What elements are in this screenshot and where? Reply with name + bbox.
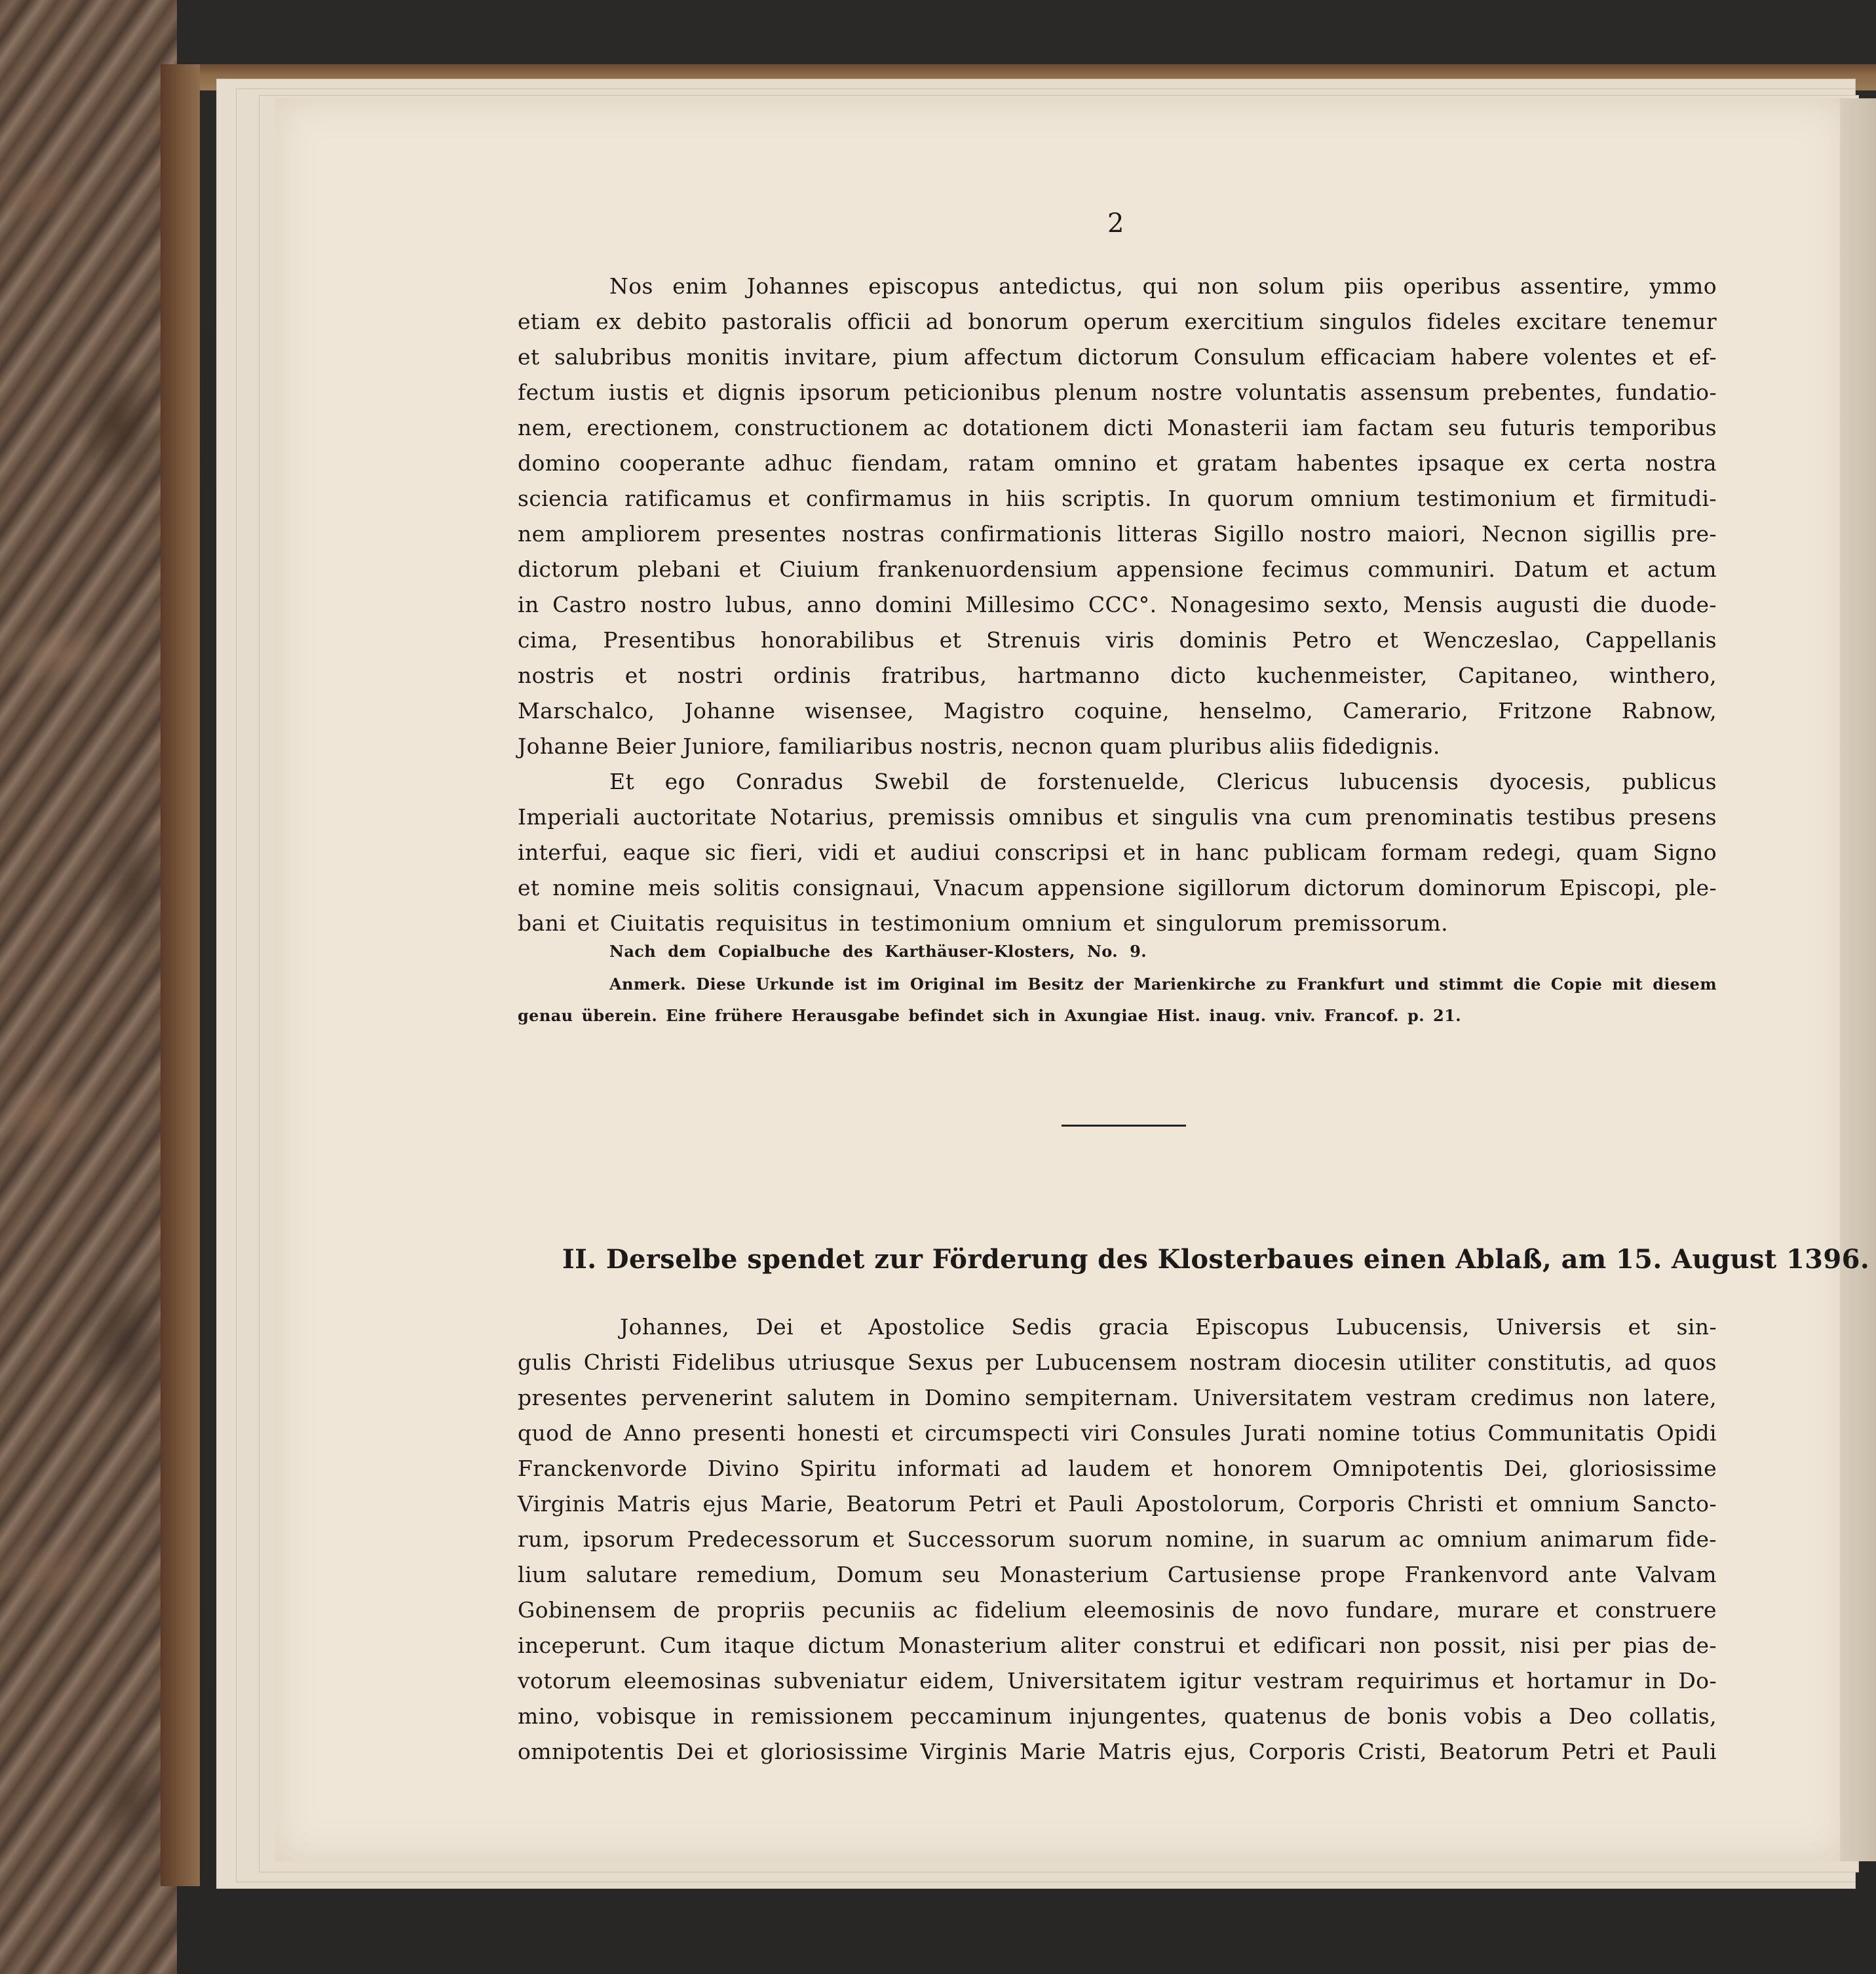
text-line: Franckenvorde Divino Spiritu informati ad laudem et honorem Omnipotentis Dei, gloriosissime bbox=[518, 1456, 1717, 1481]
section-divider bbox=[1062, 1125, 1186, 1127]
notary-line: Et ego Conradus Swebil de forstenuelde, Clericus lubucensis dyocesis, publicus bbox=[609, 769, 1717, 794]
page-right-edge bbox=[1840, 98, 1876, 1861]
text-line: etiam ex debito pastoralis officii ad bonorum operum exercitium singulos fideles excitare tenemur bbox=[518, 309, 1717, 334]
text-line: Virginis Matris ejus Marie, Beatorum Petri et Pauli Apostolorum, Corporis Christi et omnium Sancto- bbox=[518, 1491, 1717, 1517]
text-line: sciencia ratificamus et confirmamus in hiis scriptis. In quorum omnium testimonium et firmitudi- bbox=[518, 486, 1717, 511]
remark-line: Anmerk. Diese Urkunde ist im Original im Besitz der Marienkirche zu Frankfurt und stimmt die Copie mit diesem bbox=[609, 975, 1717, 994]
text-line: omnipotentis Dei et gloriosissime Virginis Marie Matris ejus, Corporis Cristi, Beatorum Petri et Pauli bbox=[518, 1739, 1717, 1764]
book-board-left bbox=[161, 64, 200, 1886]
text-line: quod de Anno presenti honesti et circumspecti viri Consules Jurati nomine totius Communitatis Opidi bbox=[518, 1420, 1717, 1446]
notary-line: interfui, eaque sic fieri, vidi et audiui conscripsi et in hanc publicam formam redegi, quam Signo bbox=[518, 840, 1717, 865]
text-line: rum, ipsorum Predecessorum et Successorum suorum nomine, in suarum ac omnium animarum fide- bbox=[518, 1526, 1717, 1552]
text-line: et salubribus monitis invitare, pium affectum dictorum Consulum efficaciam habere volentes et ef- bbox=[518, 344, 1717, 370]
section-heading: II. Derselbe spendet zur Förderung des Klosterbaues einen Ablaß, am 15. August 1396. bbox=[562, 1244, 1870, 1275]
text-line: nem, erectionem, constructionem ac dotationem dicti Monasterii iam factam seu futuris temporibus bbox=[518, 415, 1717, 440]
source-note: Nach dem Copialbuche des Karthäuser-Klosters, No. 9. bbox=[609, 942, 1147, 961]
text-line: Johanne Beier Juniore, familiaribus nostris, necnon quam pluribus aliis fidedignis. bbox=[518, 733, 1440, 759]
text-line: mino, vobisque in remissionem peccaminum injungentes, quatenus de bonis vobis a Deo collatis, bbox=[518, 1703, 1717, 1729]
text-line: nem ampliorem presentes nostras confirmationis litteras Sigillo nostro maiori, Necnon sigillis pre- bbox=[518, 521, 1717, 547]
text-line: votorum eleemosinas subveniatur eidem, Universitatem igitur vestram requirimus et hortamur in Do- bbox=[518, 1668, 1717, 1693]
text-line: gulis Christi Fidelibus utriusque Sexus per Lubucensem nostram diocesin utiliter constitutis, ad quos bbox=[518, 1349, 1717, 1375]
text-line: lium salutare remedium, Domum seu Monasterium Cartusiense prope Frankenvord ante Valvam bbox=[518, 1562, 1717, 1587]
notary-line: bani et Ciuitatis requisitus in testimonium omnium et singulorum premissorum. bbox=[518, 910, 1448, 936]
notary-line: et nomine meis solitis consignaui, Vnacum appensione sigillorum dictorum dominorum Episcopi, ple- bbox=[518, 875, 1717, 900]
text-line: domino cooperante adhuc fiendam, ratam omnino et gratam habentes ipsaque ex certa nostra bbox=[518, 450, 1717, 476]
text-line: dictorum plebani et Ciuium frankenuordensium appensione fecimus communiri. Datum et actum bbox=[518, 556, 1717, 582]
text-line: Gobinensem de propriis pecuniis ac fidelium eleemosinis de novo fundare, murare et construere bbox=[518, 1597, 1717, 1623]
text-line: inceperunt. Cum itaque dictum Monasterium aliter construi et edificari non possit, nisi per pias de- bbox=[518, 1633, 1717, 1658]
notary-line: Imperiali auctoritate Notarius, premissis omnibus et singulis vna cum prenominatis testibus presens bbox=[518, 804, 1717, 830]
text-line: Johannes, Dei et Apostolice Sedis gracia Episcopus Lubucensis, Universis et sin- bbox=[620, 1314, 1717, 1340]
text-line: nostris et nostri ordinis fratribus, hartmanno dicto kuchenmeister, Capitaneo, winthero, bbox=[518, 663, 1717, 688]
marbled-cover bbox=[0, 0, 177, 1974]
text-line: in Castro nostro lubus, anno domini Millesimo CCC°. Nonagesimo sexto, Mensis augusti die duode- bbox=[518, 592, 1717, 617]
page-number: 2 bbox=[1107, 208, 1124, 239]
remark-line: genau überein. Eine frühere Herausgabe befindet sich in Axungiae Hist. inaug. vniv. Francof. p. 21. bbox=[518, 1006, 1461, 1025]
text-line: cima, Presentibus honorabilibus et Strenuis viris dominis Petro et Wenczeslao, Cappellanis bbox=[518, 627, 1717, 653]
text-line: presentes pervenerint salutem in Domino sempiternam. Universitatem vestram credimus non latere, bbox=[518, 1385, 1717, 1410]
text-line: Nos enim Johannes episcopus antedictus, qui non solum piis operibus assentire, ymmo bbox=[609, 273, 1717, 299]
text-line: Marschalco, Johanne wisensee, Magistro coquine, henselmo, Camerario, Fritzone Rabnow, bbox=[518, 698, 1717, 724]
text-line: fectum iustis et dignis ipsorum peticionibus plenum nostre voluntatis assensum prebentes, fundatio- bbox=[518, 379, 1717, 405]
